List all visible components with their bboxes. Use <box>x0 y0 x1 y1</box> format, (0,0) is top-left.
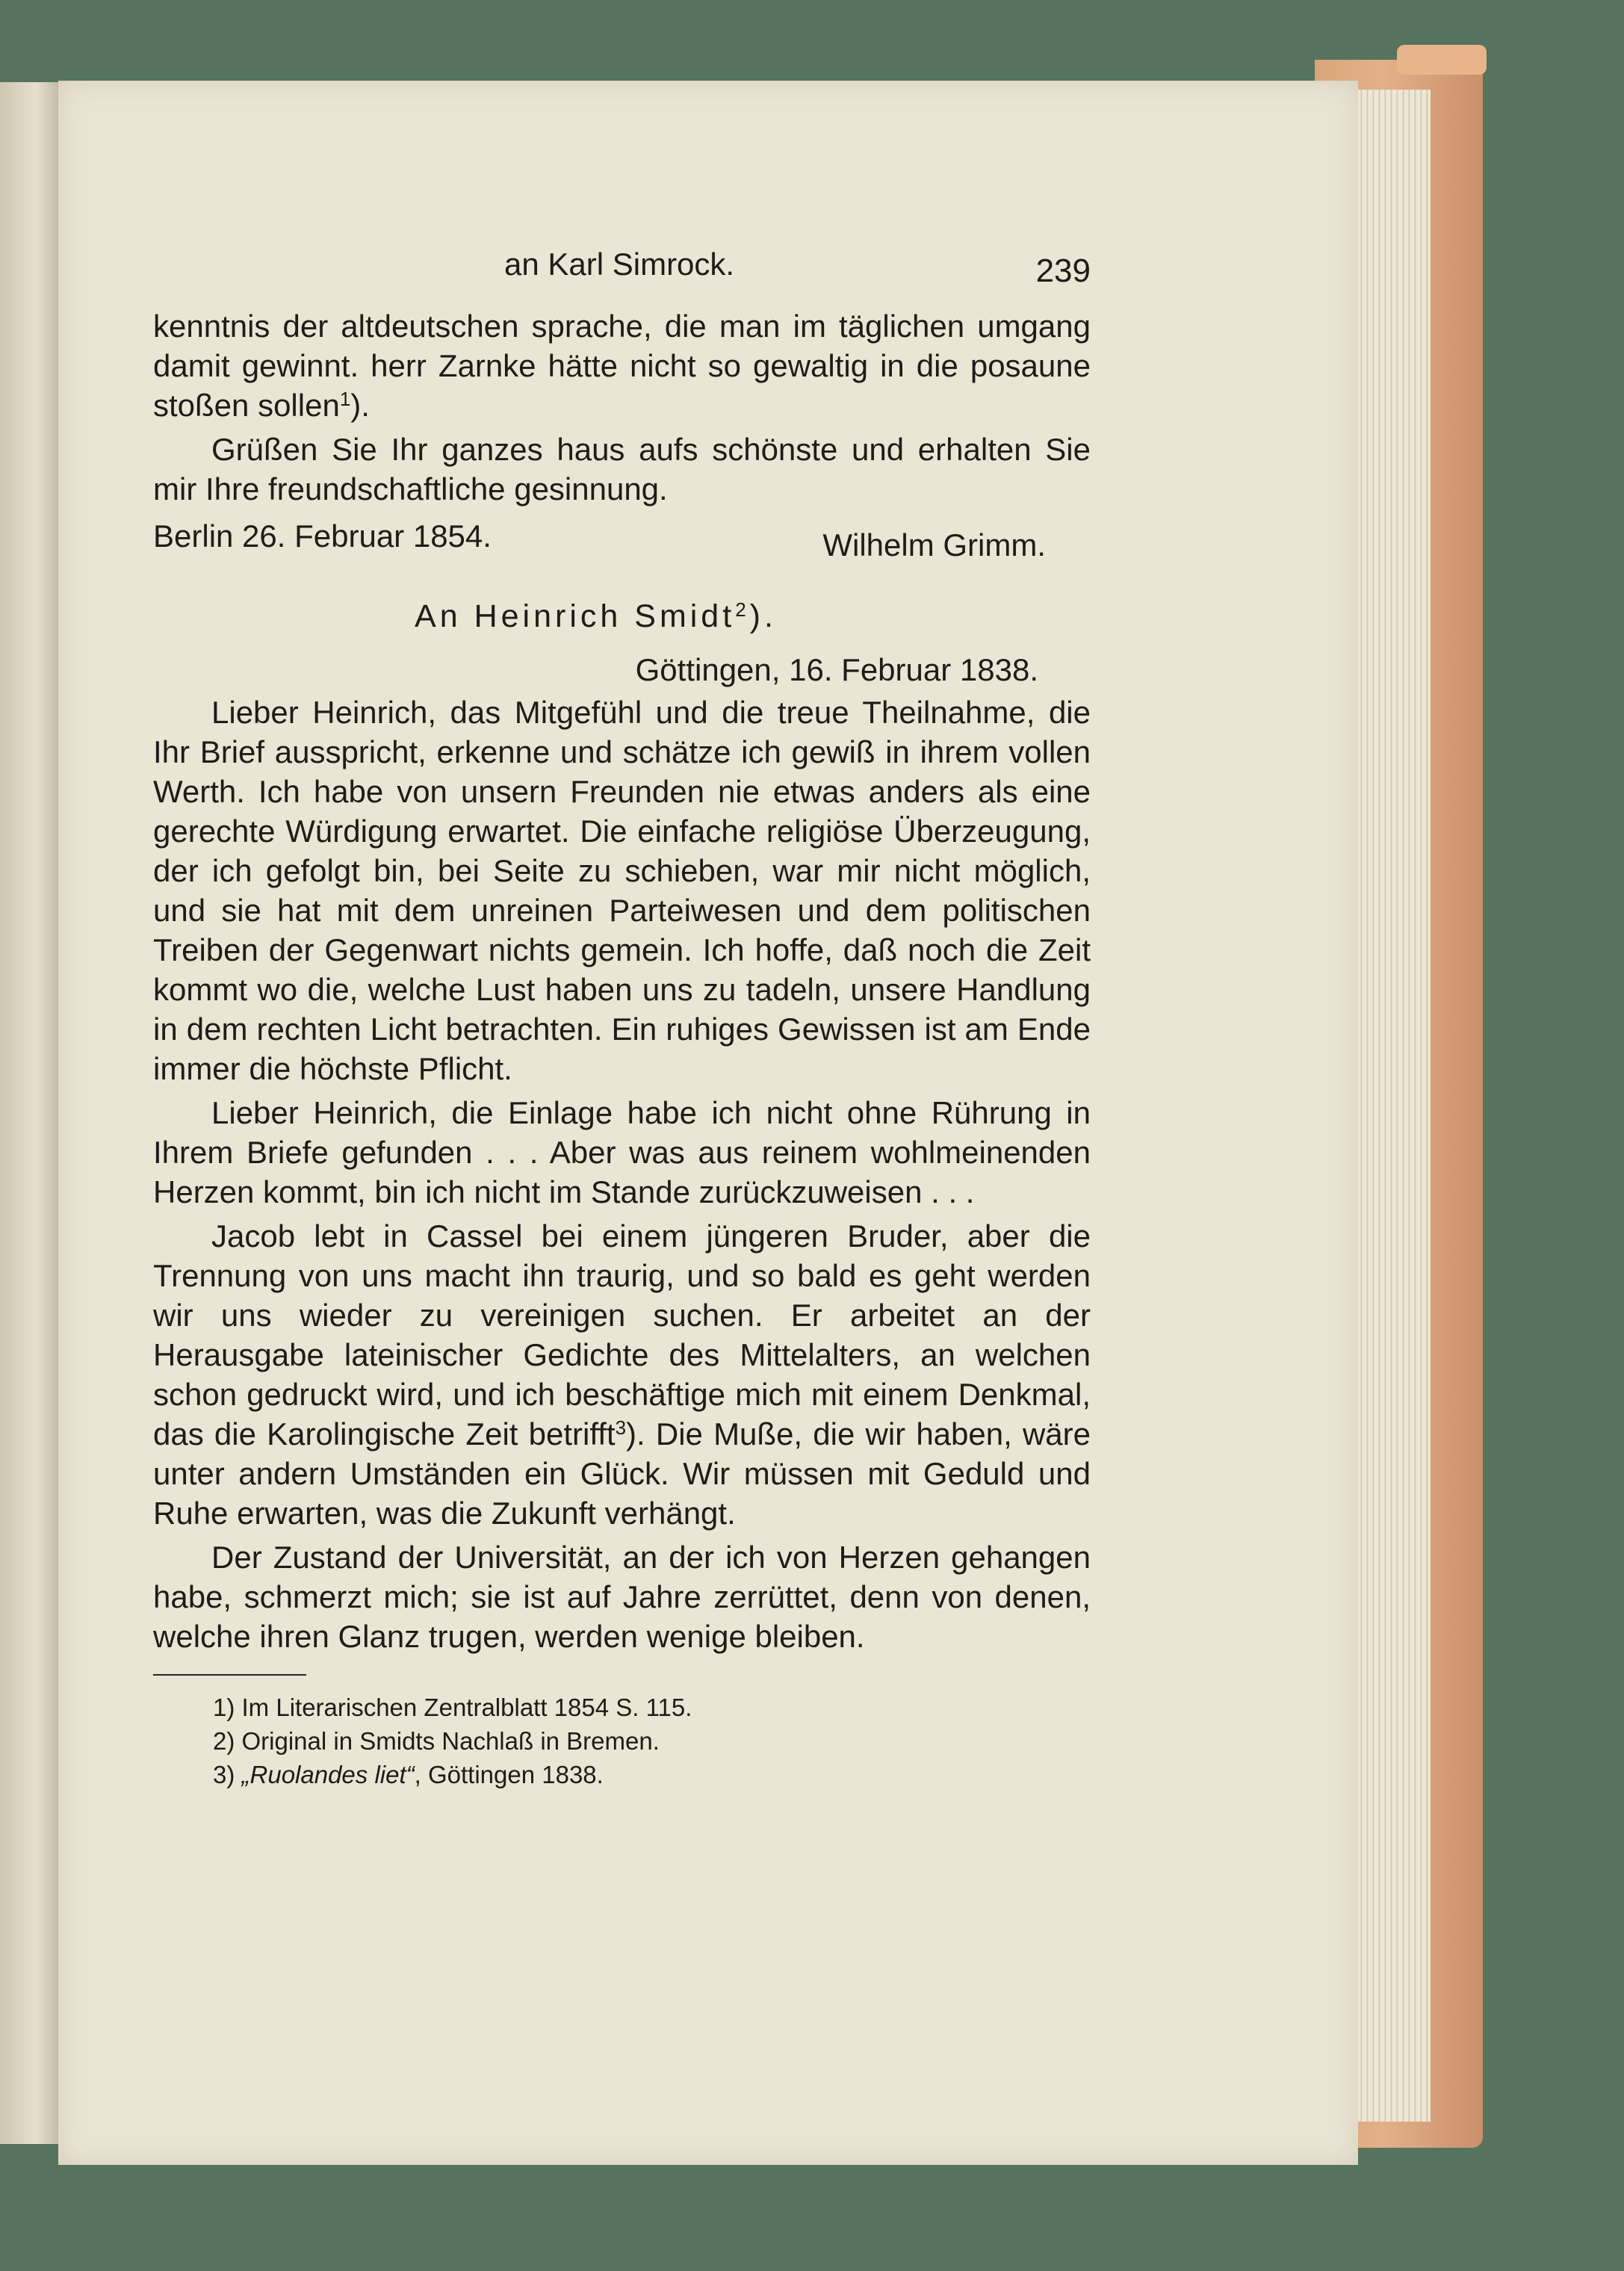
letter-heading <box>153 597 1091 636</box>
closing-row <box>153 516 1091 563</box>
footnote-3-tail: , Göttingen 1838. <box>414 1761 604 1788</box>
footnote-2: 2) Original in Smidts Nachlaß in Bremen. <box>213 1727 660 1755</box>
carryover-paragraph <box>153 306 1091 425</box>
running-head <box>153 247 1091 291</box>
letter-paragraph-text: ). Die Muße, die wir haben, wäre unter andern Umständen ein Glück. Wir müssen mit Geduld und Ruhe erwarten, was die Zukunft verhängt. <box>153 1416 1091 1531</box>
letter-date: Göttingen, 16. Februar 1838. <box>635 652 1038 687</box>
footnotes <box>153 1691 1091 1791</box>
footnote-ref-2: 2 <box>735 598 750 621</box>
letter-heading-tail: ). <box>749 598 777 634</box>
letter-paragraph: Lieber Heinrich, die Einlage habe ich nicht ohne Rührung in Ihrem Briefe gefunden . . . Aber was aus reinem wohlmeinenden Herzen kommt, bin ich nicht im Stande zurückzuweisen . . . <box>153 1095 1091 1209</box>
closing-place-date: Berlin 26. Februar 1854. <box>153 518 492 554</box>
carryover-tail: ). <box>350 388 370 423</box>
greeting-paragraph: Grüßen Sie Ihr ganzes haus aufs schönste und erhalten Sie mir Ihre freundschaftliche gesinnung. <box>153 432 1091 506</box>
footnote-3-number: 3) <box>213 1761 242 1788</box>
facing-page-edge <box>0 82 66 2144</box>
footnote-divider <box>153 1674 306 1676</box>
footnote-3-title: „Ruolandes liet“ <box>241 1761 415 1788</box>
carryover-text: kenntnis der altdeutschen sprache, die man im täglichen umgang damit gewinnt. herr Zarnke hätte nicht so gewaltig in die posaune stoßen sollen <box>153 309 1091 423</box>
footnote-3 <box>213 1758 1091 1791</box>
letter-paragraph: Der Zustand der Universität, an der ich von Herzen gehangen habe, schmerzt mich; sie ist auf Jahre zerrüttet, denn von denen, welche ihren Glanz trugen, werden wenige bleiben. <box>153 1540 1091 1654</box>
footnote-ref-1: 1 <box>339 388 351 410</box>
running-title: an Karl Simrock. <box>504 247 735 282</box>
letter-paragraph <box>153 1216 1091 1533</box>
letter-paragraph-text: Jacob lebt in Cassel bei einem jüngeren Bruder, aber die Trennung von uns macht ihn traurig, und so bald es geht werden wir uns wieder zu vereinigen suchen. Er arbeitet an der Herausgabe lateinischer Gedichte des Mittelalters, an welchen schon gedruckt wird, und ich beschäftige mich mit einem Denkmal, das die Karolingische Zeit betrifft <box>153 1218 1091 1451</box>
footnote-ref-3: 3 <box>615 1416 627 1439</box>
cover-corner <box>1397 45 1487 75</box>
closing-signature: Wilhelm Grimm. <box>822 527 1046 563</box>
letter-recipient: An Heinrich Smidt <box>415 598 736 634</box>
page-body <box>153 306 1091 1791</box>
letter-paragraph: Lieber Heinrich, das Mitgefühl und die treue Theilnahme, die Ihr Brief ausspricht, erkenne und schätze ich gewiß in ihrem vollen Werth. Ich habe von unsern Freunden nie etwas anders als eine gerechte Würdigung erwartet. Die einfache religiöse Überzeugung, der ich gefolgt bin, bei Seite zu schieben, war mir nicht möglich, und sie hat mit dem unreinen Parteiwesen und dem politischen Treiben der Gegenwart nichts gemein. Ich hoffe, daß noch die Zeit kommt wo die, welche Lust haben uns zu tadeln, unsere Handlung in dem rechten Licht betrachten. Ein ruhiges Gewissen ist am Ende immer die höchste Pflicht. <box>153 695 1091 1086</box>
page-number: 239 <box>1035 252 1091 289</box>
footnote-1: 1) Im Literarischen Zentralblatt 1854 S. 115. <box>213 1694 692 1721</box>
